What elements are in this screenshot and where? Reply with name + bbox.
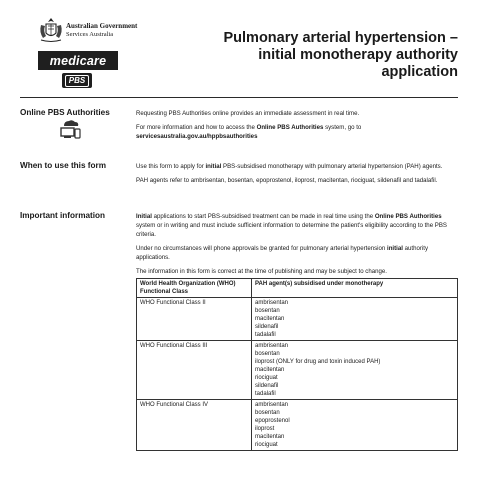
table-row bbox=[137, 341, 458, 400]
services-australia-link[interactable]: servicesaustralia.gov.au/hppbsauthorities bbox=[136, 133, 258, 140]
online-section-heading: Online PBS Authorities bbox=[20, 108, 110, 117]
title-line-2: initial monotherapy authority application bbox=[258, 47, 458, 80]
who-class-cell: WHO Functional Class II bbox=[137, 298, 252, 341]
australian-government-logo bbox=[38, 16, 138, 46]
pah-agents-cell bbox=[252, 341, 458, 400]
pah-agent: riociguat bbox=[255, 375, 278, 381]
page-title bbox=[180, 30, 458, 81]
important-p2-text-end: authority applications. bbox=[136, 245, 428, 261]
important-paragraph-3: The information in this form is correct at the time of publishing and may be subject to change. bbox=[136, 268, 387, 275]
important-section-heading: Important information bbox=[20, 211, 106, 220]
pah-agent: riociguat bbox=[255, 442, 278, 448]
pah-agent: macitentan bbox=[255, 367, 285, 373]
cloud-computer-icon bbox=[58, 117, 82, 141]
table-row bbox=[137, 400, 458, 451]
pah-agent: iloprost (ONLY for drug and toxin induced PAH) bbox=[255, 359, 381, 365]
pbs-logo-text: PBS bbox=[65, 75, 89, 87]
title-line-1: Pulmonary arterial hypertension – bbox=[223, 30, 458, 46]
pah-agent: sildenafil bbox=[255, 383, 279, 389]
pah-agent: tadalafil bbox=[255, 391, 276, 397]
important-p2-bold: initial bbox=[387, 245, 403, 252]
important-p1-text-end: system or in writing and must include sufficient information to determine the patient's eligibility according to the PBS criteria. bbox=[136, 222, 447, 238]
pah-agent: bosentan bbox=[255, 308, 280, 314]
medicare-logo: medicare bbox=[38, 51, 118, 70]
important-paragraph-2 bbox=[136, 244, 458, 262]
online-paragraph-1: Requesting PBS Authorities online provides an immediate assessment in real time. bbox=[136, 110, 360, 117]
who-class-table bbox=[136, 278, 458, 451]
when-section-body bbox=[136, 162, 458, 190]
table-row bbox=[137, 298, 458, 341]
when-section-heading: When to use this form bbox=[20, 161, 106, 170]
pah-agent: bosentan bbox=[255, 410, 280, 416]
when-p1-text-end: PBS-subsidised monotherapy with pulmonary arterial hypertension (PAH) agents. bbox=[221, 163, 443, 170]
important-p1-bold-2: Online PBS Authorities bbox=[374, 213, 442, 220]
pah-agent: ambrisentan bbox=[255, 300, 289, 306]
pbs-logo bbox=[62, 73, 92, 88]
online-paragraph-2 bbox=[136, 123, 458, 141]
pah-agent: tadalafil bbox=[255, 332, 276, 338]
when-p1-text: Use this form to apply for bbox=[136, 163, 206, 170]
important-p2-text: Under no circumstances will phone approvals be granted for pulmonary arterial hypertension bbox=[136, 245, 387, 252]
table-body bbox=[137, 298, 458, 451]
pah-agents-cell bbox=[252, 400, 458, 451]
when-p1-bold: initial bbox=[205, 163, 222, 170]
agency-name: Services Australia bbox=[66, 31, 114, 38]
online-p2-text-end: system, go to bbox=[323, 124, 362, 131]
pah-agent: ambrisentan bbox=[255, 343, 289, 349]
pah-agent: iloprost bbox=[255, 426, 275, 432]
who-class-cell: WHO Functional Class III bbox=[137, 341, 252, 400]
coat-of-arms-icon bbox=[38, 16, 64, 44]
table-header-row bbox=[137, 279, 458, 298]
online-section-body bbox=[136, 109, 458, 146]
when-paragraph-1 bbox=[136, 162, 458, 171]
pah-agent: macitentan bbox=[255, 434, 285, 440]
header-divider bbox=[20, 97, 458, 98]
table-header-who-class: World Health Organization (WHO) Functional Class bbox=[137, 279, 252, 298]
when-paragraph-2: PAH agents refer to ambrisentan, bosentan, epoprostenol, iloprost, macitentan, riociguat, sildenafil and tadalafil. bbox=[136, 177, 438, 184]
online-p2-bold: Online PBS Authorities bbox=[256, 124, 324, 131]
gov-name: Australian Government bbox=[66, 22, 138, 30]
pah-agent: bosentan bbox=[255, 351, 280, 357]
important-section-body bbox=[136, 212, 458, 281]
important-p1-bold: Initial bbox=[136, 213, 152, 220]
pah-agent: sildenafil bbox=[255, 324, 279, 330]
pah-agent: ambrisentan bbox=[255, 402, 289, 408]
important-paragraph-1 bbox=[136, 212, 458, 239]
pah-agents-cell bbox=[252, 298, 458, 341]
pah-agent: macitentan bbox=[255, 316, 285, 322]
online-p2-text: For more information and how to access the bbox=[136, 124, 257, 131]
who-class-cell: WHO Functional Class IV bbox=[137, 400, 252, 451]
pah-agent: epoprostenol bbox=[255, 418, 290, 424]
table-header-pah-agents: PAH agent(s) subsidised under monotherapy bbox=[252, 279, 458, 298]
important-p1-text: applications to start PBS-subsidised treatment can be made in real time using the bbox=[151, 213, 375, 220]
